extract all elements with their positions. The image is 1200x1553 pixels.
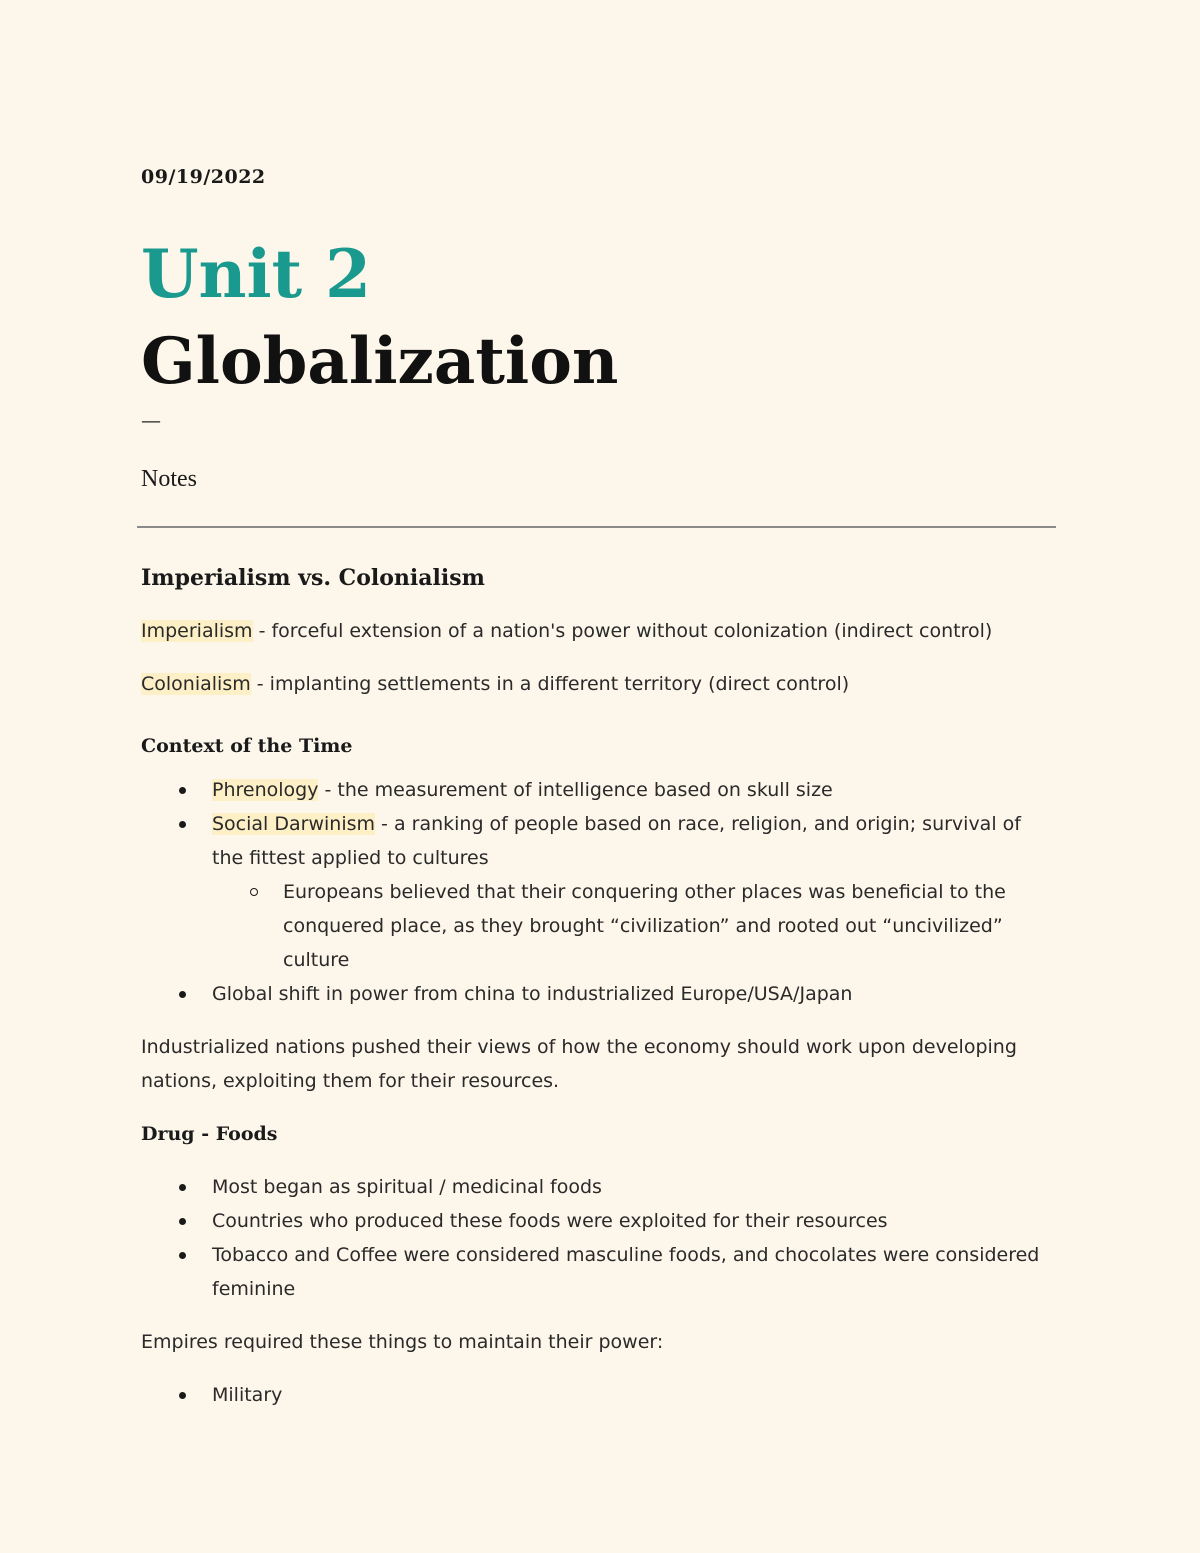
term-highlight: Phrenology [212, 779, 319, 801]
title-dash: — [141, 408, 161, 432]
list-item [141, 807, 1041, 977]
section-heading-drug-foods: Drug - Foods [141, 1123, 278, 1145]
list-item: Tobacco and Coffee were considered masculine foods, and chocolates were considered feminine [141, 1238, 1041, 1306]
paragraph-industrialized: Industrialized nations pushed their views of how the economy should work upon developing nations, exploiting them for their resources. [141, 1036, 1017, 1092]
term-highlight: Colonialism [141, 673, 251, 695]
sub-list [212, 875, 1041, 977]
section-heading-context: Context of the Time [141, 735, 353, 757]
paragraph-empires: Empires required these things to maintain their power: [141, 1331, 664, 1353]
list-item: Global shift in power from china to industrialized Europe/USA/Japan [141, 977, 1041, 1011]
list-item: Countries who produced these foods were exploited for their resources [141, 1204, 1041, 1238]
term-highlight: Imperialism [141, 620, 253, 642]
definition-text: - forceful extension of a nation's power without colonization (indirect control) [252, 620, 993, 642]
definition-imperialism [141, 614, 1041, 648]
drug-foods-list [141, 1170, 1041, 1306]
page-title: Globalization [141, 324, 619, 399]
context-list [141, 773, 1041, 1011]
list-item: Most began as spiritual / medicinal foods [141, 1170, 1041, 1204]
list-item-text: - the measurement of intelligence based on skull size [318, 779, 833, 801]
definition-colonialism [141, 667, 1041, 701]
sub-list-item: Europeans believed that their conquering other places was beneficial to the conquered place, as they brought “civilization” and rooted out “uncivilized” culture [212, 875, 1041, 977]
horizontal-rule [137, 526, 1056, 528]
list-item [141, 773, 1041, 807]
notes-heading: Notes [141, 466, 197, 492]
notes-content [141, 560, 1041, 1431]
unit-title: Unit 2 [141, 235, 372, 313]
section-heading-imperialism: Imperialism vs. Colonialism [141, 565, 485, 591]
date: 09/19/2022 [141, 166, 266, 188]
list-item-text: - a ranking of people based on race, religion, and origin; survival of the fittest applied to cultures [212, 813, 1021, 869]
power-list [141, 1378, 1041, 1412]
definition-text: - implanting settlements in a different territory (direct control) [250, 673, 850, 695]
term-highlight: Social Darwinism [212, 813, 376, 835]
list-item: Military [141, 1378, 1041, 1412]
